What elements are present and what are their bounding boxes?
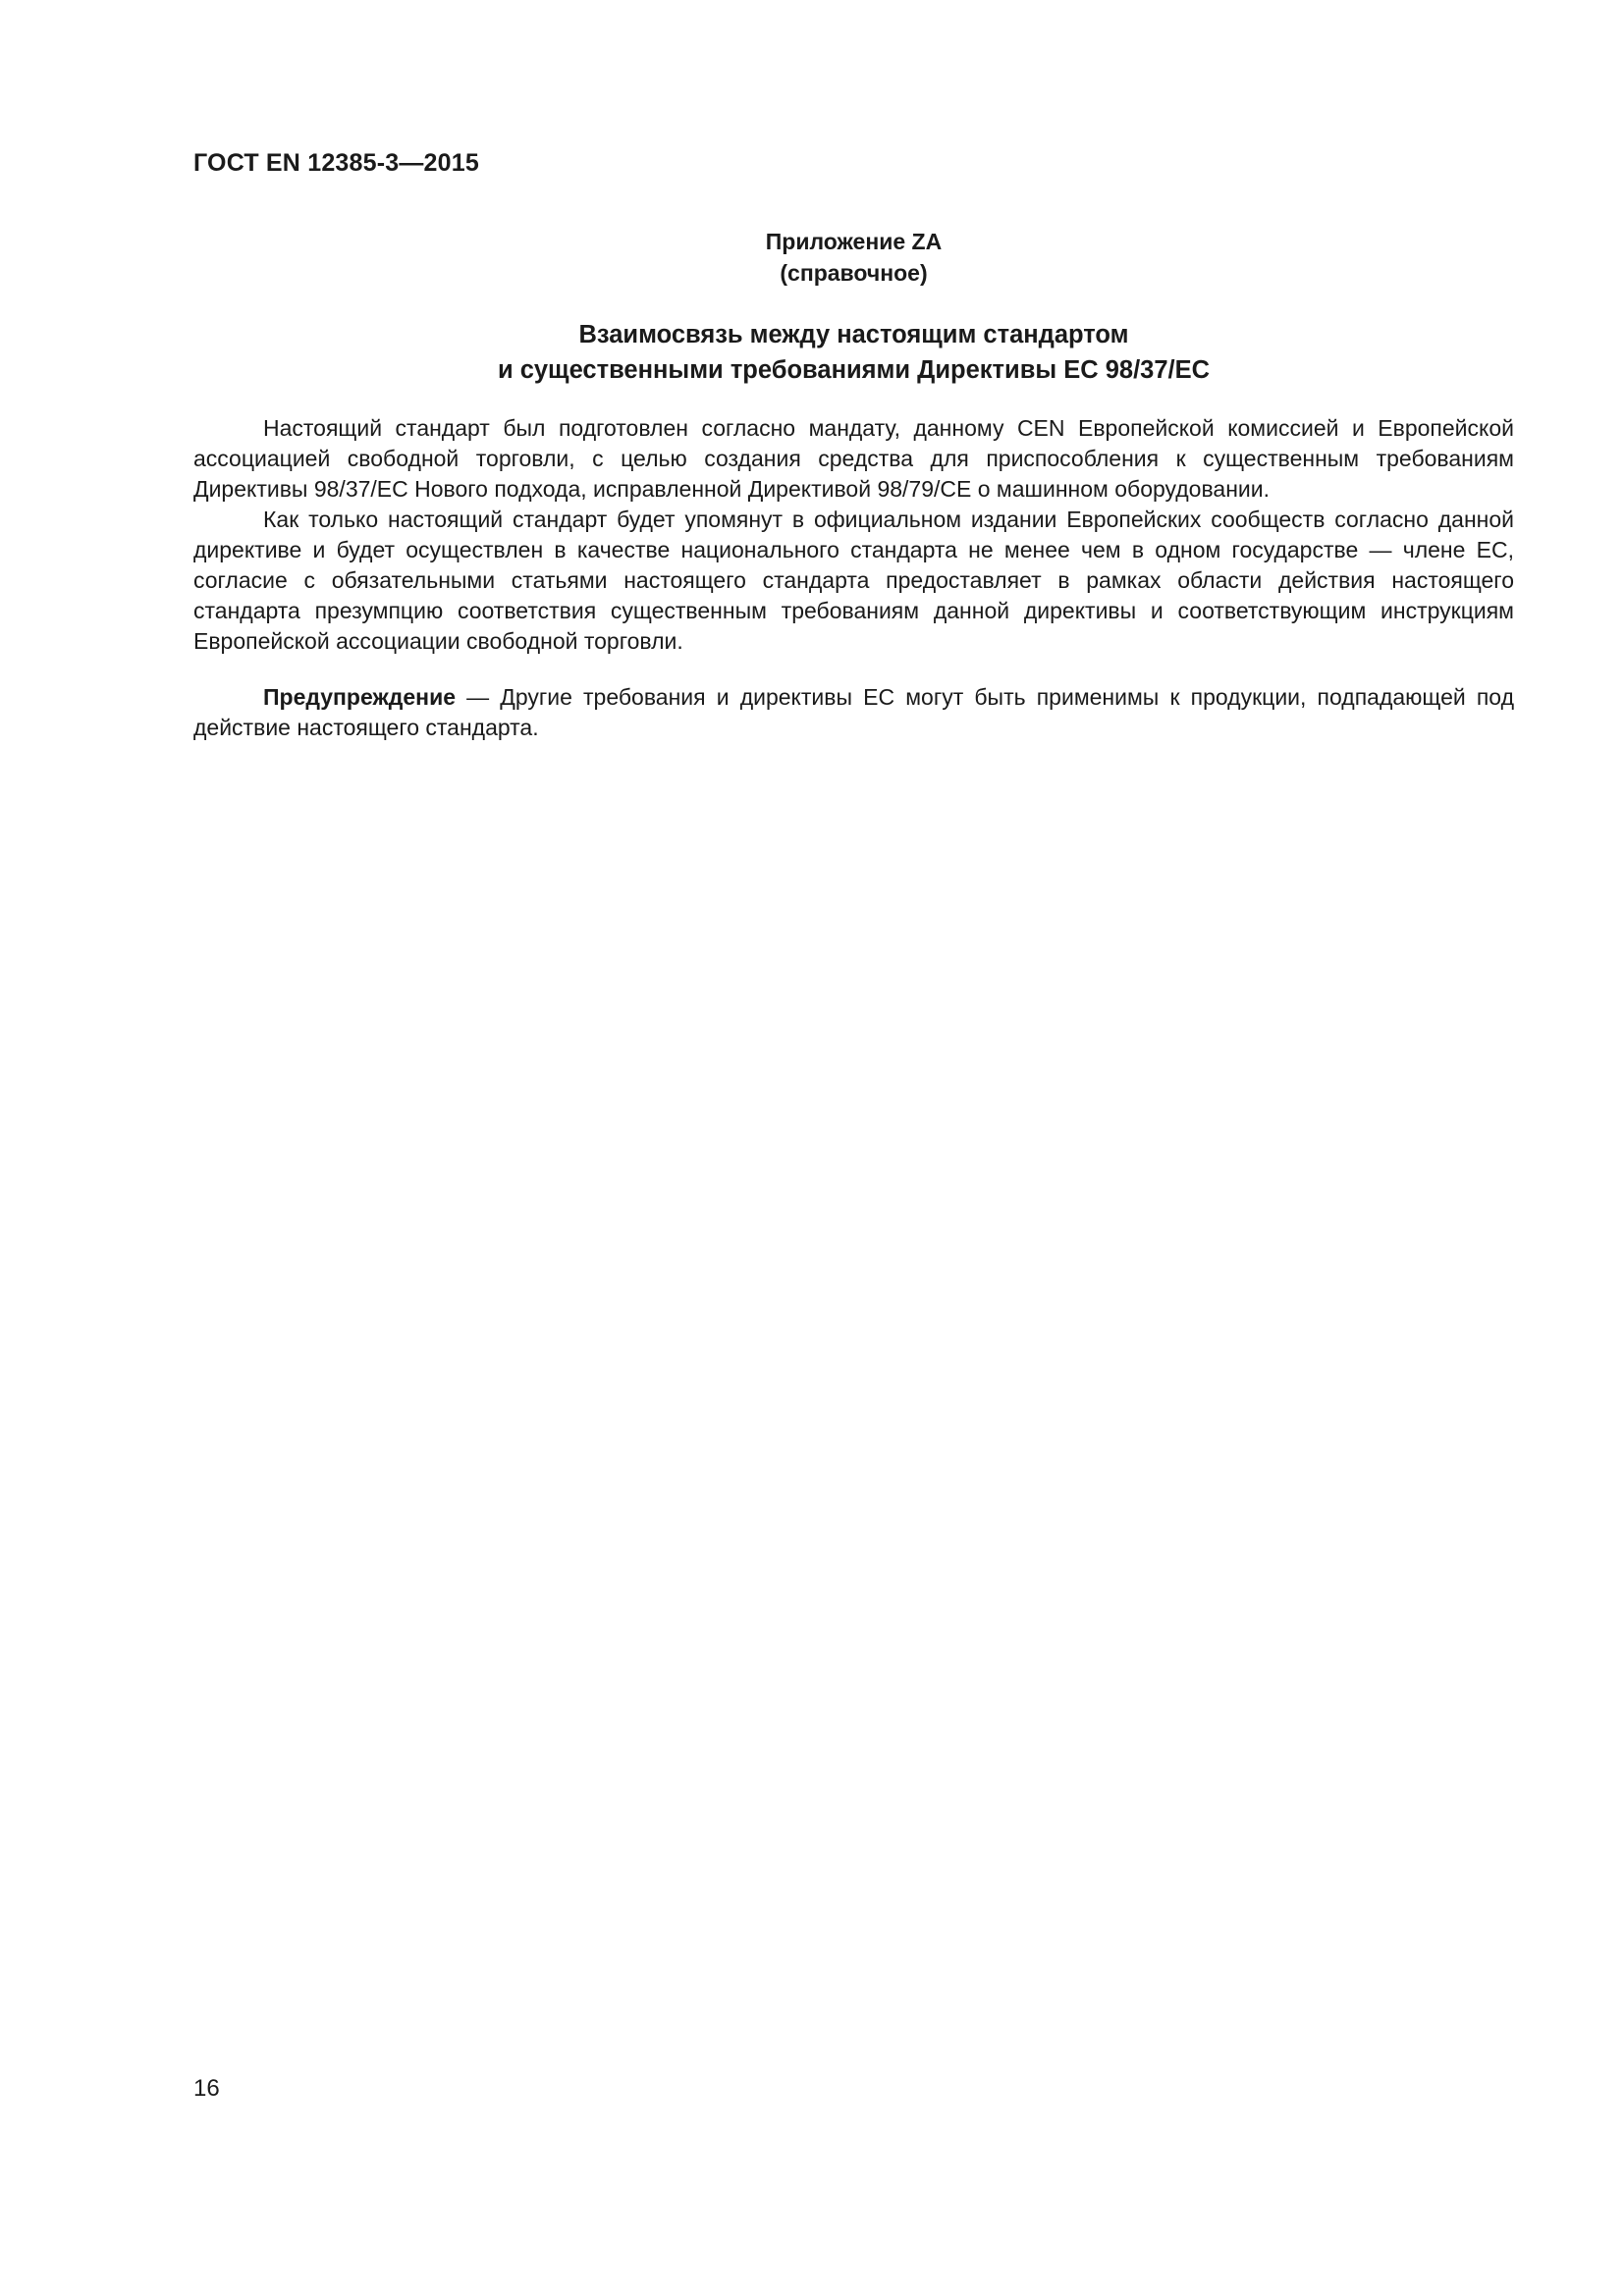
- section-title: [193, 317, 1514, 388]
- warning-label: Предупреждение: [263, 684, 456, 710]
- section-title-line-1: Взаимосвязь между настоящим стандартом: [578, 321, 1129, 348]
- body-paragraph-2: Как только настоящий стандарт будет упомянут в официальном издании Европейских сообществ согласно данной директиве и будет осуществлен в качестве национального стандарта не менее чем в одном государстве — члене ЕС, согласие с обязательными статьями настоящего стандарта предоставляет в рамках области действия настоящего стандарта презумпцию соответствия существенным требованиям данной директивы и соответствующим инструкциям Европейской ассоциации свободной торговли.: [193, 507, 1514, 654]
- body-text: [193, 413, 1514, 657]
- warning-paragraph: [193, 682, 1514, 743]
- annex-label: Приложение ZA: [765, 229, 943, 254]
- document-code: ГОСТ EN 12385-3—2015: [193, 149, 479, 177]
- warning-note: [193, 682, 1514, 743]
- body-paragraph-1: Настоящий стандарт был подготовлен согласно мандату, данному CEN Европейской комиссией и Европейской ассоциацией свободной торговли, с целью создания средства для приспособления к существенным требованиям Директивы 98/37/ЕС Нового подхода, исправленной Директивой 98/79/CE о машинном оборудовании.: [193, 415, 1514, 502]
- annex-type: (справочное): [780, 260, 928, 286]
- page-number: 16: [193, 2075, 220, 2102]
- section-title-line-2: и существенными требованиями Директивы ЕС 98/37/ЕС: [497, 356, 1211, 384]
- warning-text: — Другие требования и директивы ЕС могут быть применимы к продукции, подпадающей под действие настоящего стандарта.: [193, 684, 1514, 740]
- annex-heading: [193, 226, 1514, 289]
